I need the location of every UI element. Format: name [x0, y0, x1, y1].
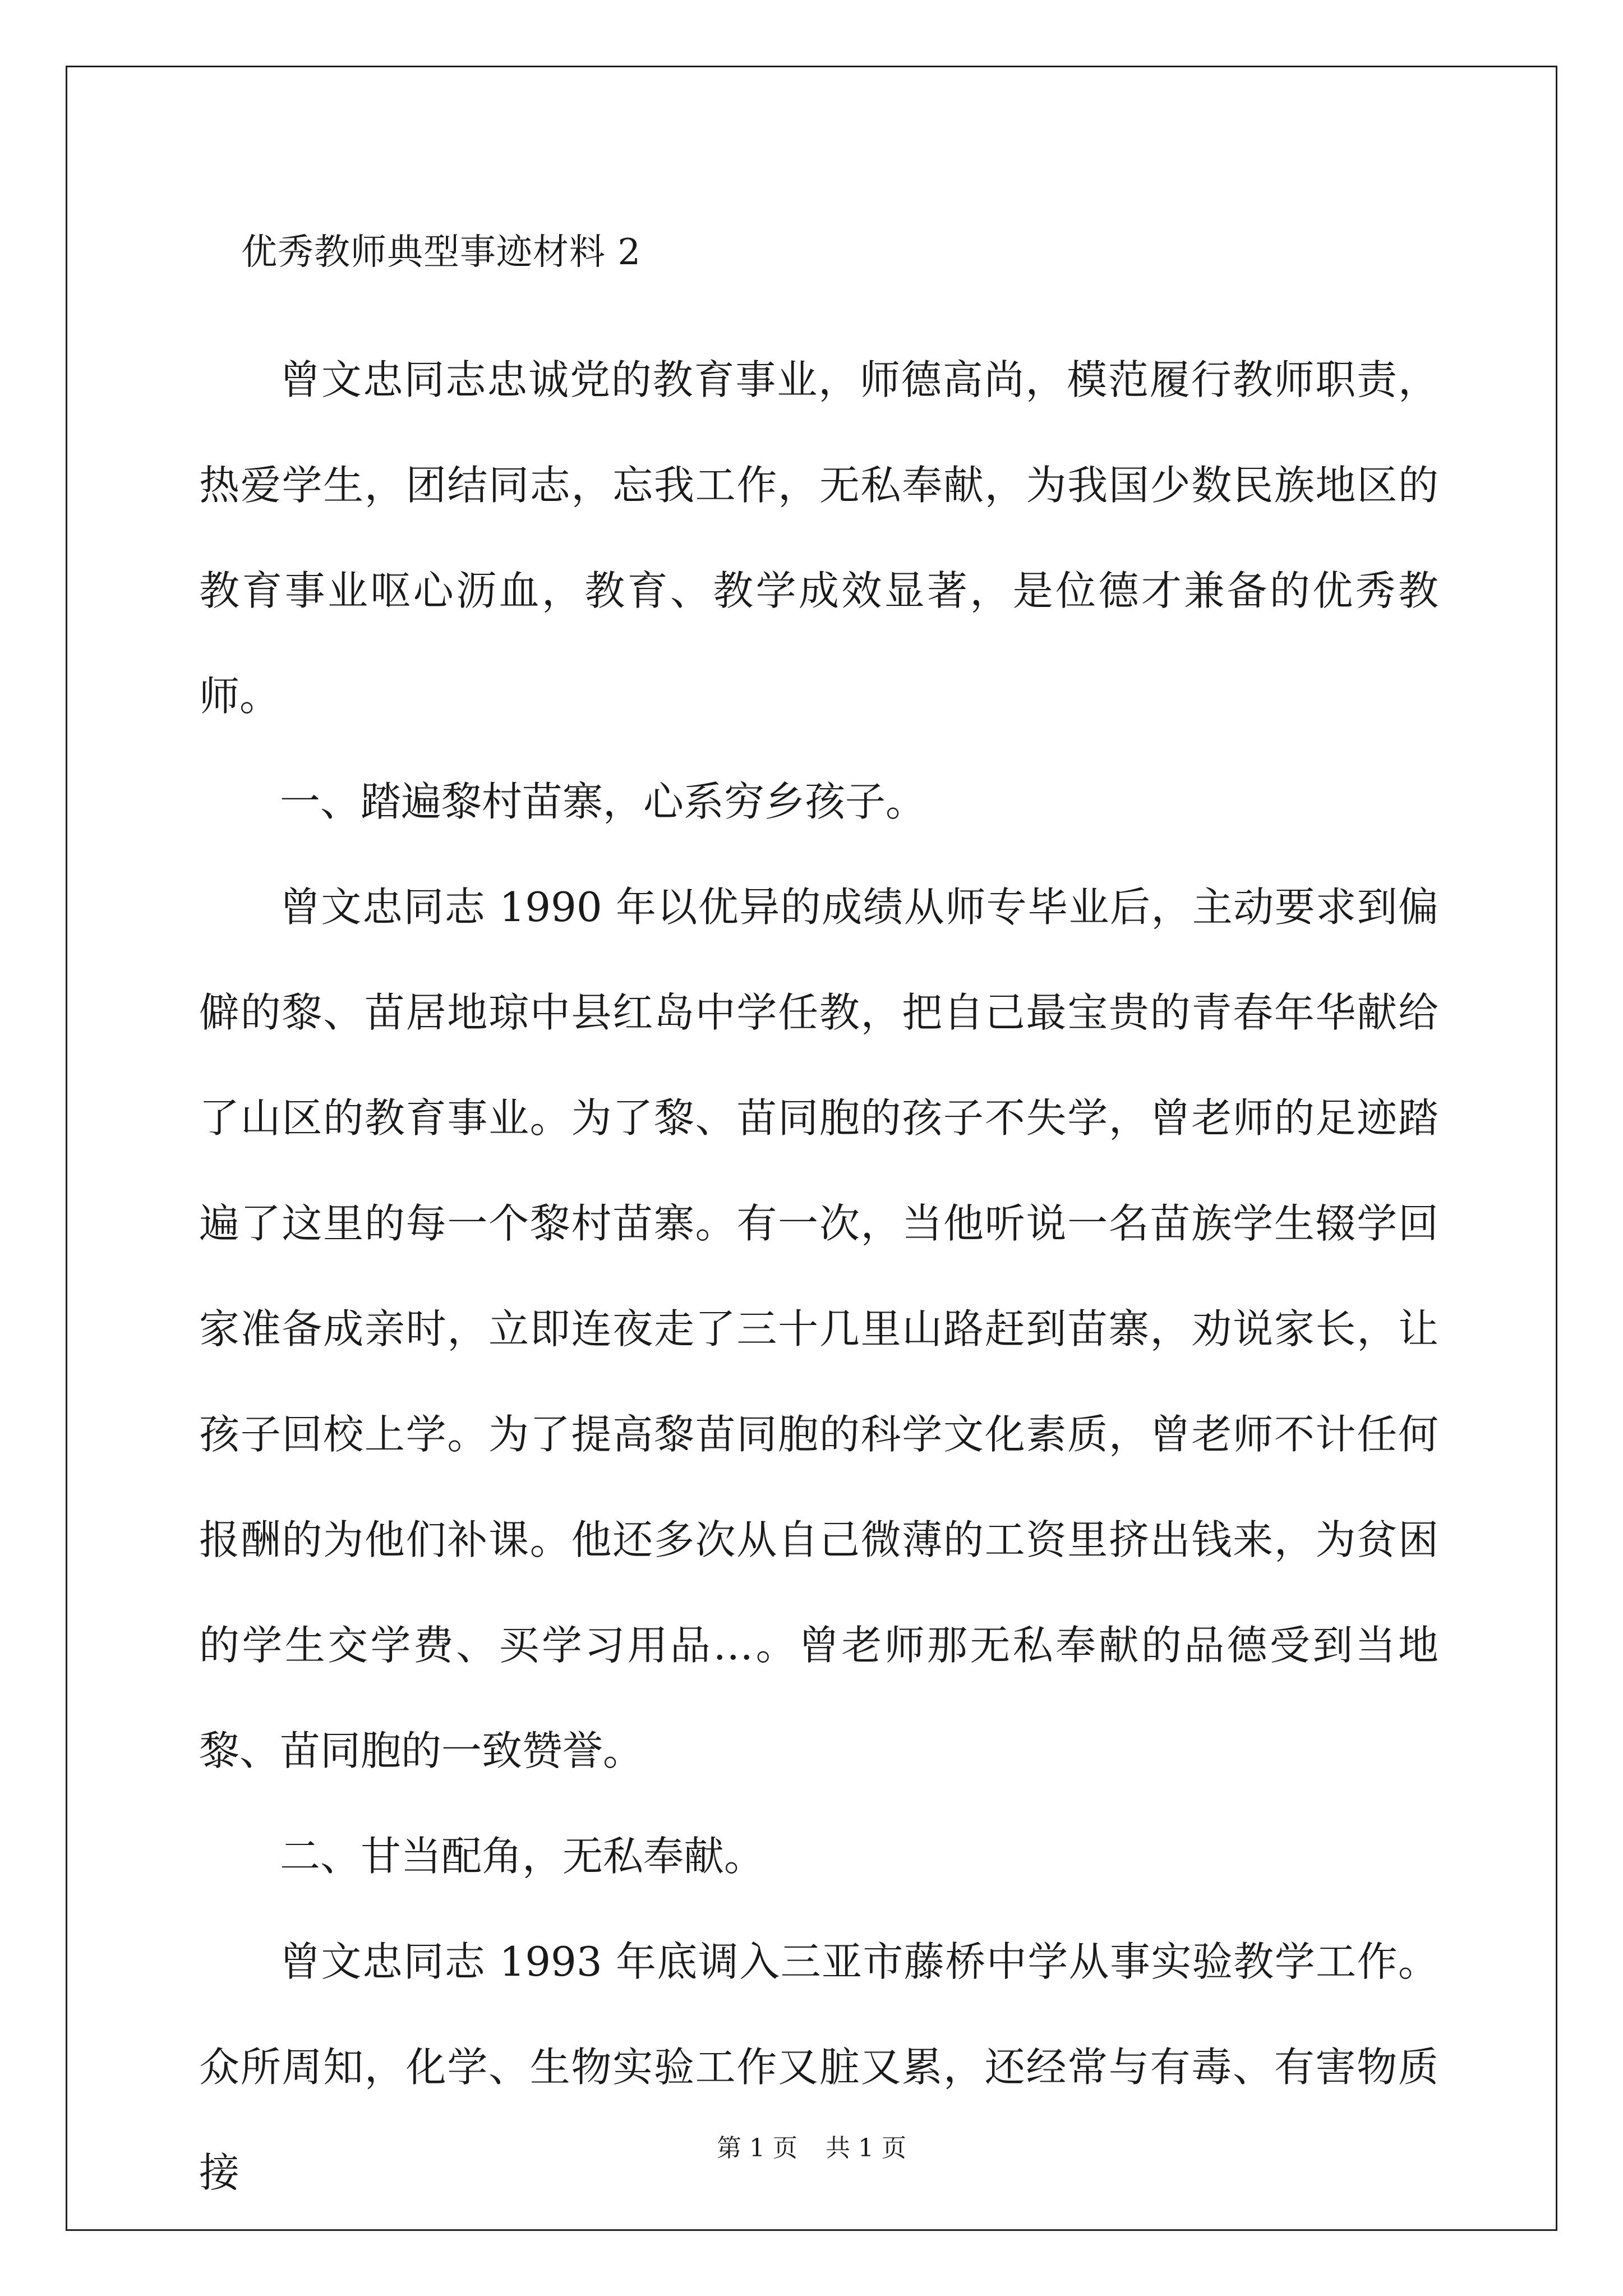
page-number-total: 共 1 页 [826, 2134, 906, 2162]
paragraph-intro: 曾文忠同志忠诚党的教育事业，师德高尚，模范履行教师职责，热爱学生，团结同志，忘我工作，无私奉献，为我国少数民族地区的教育事业呕心沥血，教育、教学成效显著，是位德才兼备的优秀教师。 [199, 356, 1438, 720]
section-heading-2: 二、甘当配角，无私奉献。 [280, 1833, 765, 1880]
section-heading-1: 一、踏遍黎村苗寨，心系穷乡孩子。 [280, 778, 926, 825]
title-spacer [199, 283, 1438, 327]
page-number-current: 第 1 页 [717, 2134, 797, 2162]
document-body [199, 222, 1438, 2225]
paragraph-section-1: 曾文忠同志 1990 年以优异的成绩从师专毕业后，主动要求到偏僻的黎、苗居地琼中县红岛中学任教，把自己最宝贵的青春年华献给了山区的教育事业。为了黎、苗同胞的孩子不失学，曾老师的足迹踏遍了这里的每一个黎村苗寨。有一次，当他听说一名苗族学生辍学回家准备成亲时，立即连夜走了三十几里山路赶到苗寨，劝说家长，让孩子回校上学。为了提高黎苗同胞的科学文化素质，曾老师不计任何报酬的为他们补课。他还多次从自己微薄的工资里挤出钱来，为贫困的学生交学费、买学习用品…。曾老师那无私奉献的品德受到当地黎、苗同胞的一致赞誉。 [199, 884, 1438, 1774]
page-footer [0, 2132, 1623, 2165]
document-title: 优秀教师典型事迹材料 2 [241, 232, 642, 273]
paragraph-section-2: 曾文忠同志 1993 年底调入三亚市藤桥中学从事实验教学工作。众所周知，化学、生物实验工作又脏又累，还经常与有毒、有害物质接 [199, 1938, 1438, 2196]
